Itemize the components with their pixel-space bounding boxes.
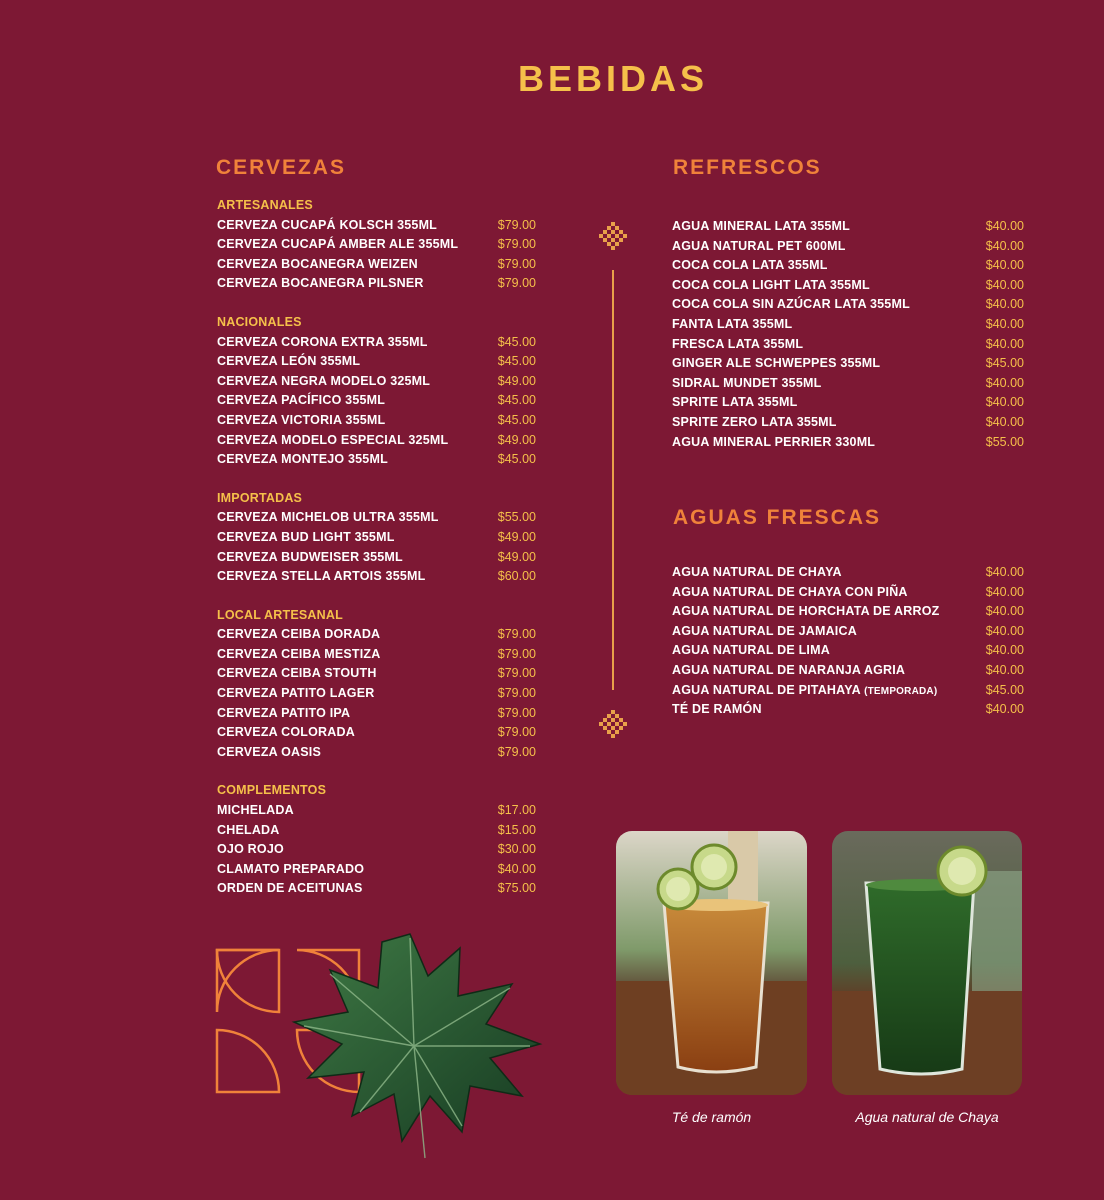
item-name-text: SPRITE ZERO LATA 355ML <box>672 414 837 429</box>
menu-item <box>217 567 536 587</box>
group-title: LOCAL ARTESANAL <box>217 607 343 622</box>
menu-item <box>672 563 1024 583</box>
item-name <box>672 393 797 413</box>
item-price: $40.00 <box>985 623 1024 638</box>
menu-item <box>217 450 536 470</box>
menu-item <box>217 528 536 548</box>
item-name-text: CERVEZA MONTEJO 355ML <box>217 452 388 467</box>
item-name <box>672 622 857 642</box>
item-price: $60.00 <box>497 569 536 584</box>
item-name-text: CLAMATO PREPARADO <box>217 861 365 876</box>
menu-item <box>217 625 536 645</box>
item-name-text: CERVEZA PATITO IPA <box>217 705 351 720</box>
item-price: $45.00 <box>497 354 536 369</box>
item-price: $45.00 <box>497 412 536 427</box>
item-price: $55.00 <box>497 510 536 525</box>
item-price: $79.00 <box>497 646 536 661</box>
item-name <box>672 433 875 453</box>
item-name <box>672 641 830 661</box>
item-name-text: AGUA MINERAL LATA 355ML <box>672 219 850 233</box>
item-price: $40.00 <box>985 414 1024 429</box>
item-name-text: CERVEZA MICHELOB ULTRA 355ML <box>217 510 439 525</box>
item-name <box>217 391 385 411</box>
item-name <box>217 801 294 821</box>
item-price: $79.00 <box>497 627 536 642</box>
item-name-text: COCA COLA LATA 355ML <box>672 258 828 273</box>
item-price: $45.00 <box>985 682 1024 697</box>
item-name <box>672 661 905 681</box>
item-name-text: CERVEZA OASIS <box>217 744 322 759</box>
item-name <box>672 295 910 315</box>
item-name <box>217 645 380 665</box>
item-name-text: SIDRAL MUNDET 355ML <box>672 375 822 390</box>
item-price: $79.00 <box>497 705 536 720</box>
item-name-text: COCA COLA SIN AZÚCAR LATA 355ML <box>672 297 910 312</box>
menu-item <box>217 431 536 451</box>
group-title: COMPLEMENTOS <box>217 783 327 798</box>
menu-item <box>217 801 536 821</box>
item-name-text: AGUA NATURAL DE CHAYA CON PIÑA <box>672 584 908 599</box>
menu-item <box>217 216 536 236</box>
item-name-text: AGUA NATURAL DE NARANJA AGRIA <box>672 662 906 677</box>
item-name-text: AGUA MINERAL PERRIER 330ML <box>672 434 876 449</box>
item-price: $49.00 <box>497 529 536 544</box>
item-name-text: FANTA LATA 355ML <box>672 316 793 331</box>
item-price: $17.00 <box>497 803 536 818</box>
item-name <box>672 681 937 701</box>
item-name-text: CERVEZA CUCAPÁ AMBER ALE 355ML <box>217 237 459 252</box>
item-name-text: COCA COLA LIGHT LATA 355ML <box>672 277 870 292</box>
item-name <box>217 879 363 899</box>
item-name <box>217 743 321 763</box>
column-divider <box>612 270 614 690</box>
item-name-text: CERVEZA CEIBA DORADA <box>217 627 381 642</box>
item-name <box>217 821 280 841</box>
item-name-text: CERVEZA BOCANEGRA PILSNER <box>217 276 424 291</box>
item-price: $40.00 <box>985 238 1024 253</box>
item-price: $49.00 <box>497 373 536 388</box>
diamond-ornament-icon <box>597 220 629 252</box>
item-name-text: SPRITE LATA 355ML <box>672 395 798 410</box>
menu-item <box>217 333 536 353</box>
menu-item <box>672 237 1024 257</box>
item-name <box>672 256 828 276</box>
item-price: $79.00 <box>497 237 536 252</box>
cervezas-title: CERVEZAS <box>216 156 346 179</box>
menu-item <box>217 411 536 431</box>
agua-de-chaya-caption: Agua natural de Chaya <box>855 1109 999 1125</box>
item-name <box>672 563 842 583</box>
item-name-text: CHELADA <box>217 822 280 837</box>
menu-item <box>217 391 536 411</box>
item-name-text: CERVEZA CEIBA STOUTH <box>217 666 377 681</box>
menu-item <box>672 433 1024 453</box>
item-name-text: MICHELADA <box>217 803 294 818</box>
item-name-text: CERVEZA CEIBA MESTIZA <box>217 646 381 661</box>
menu-group <box>217 489 536 587</box>
item-price: $15.00 <box>497 822 536 837</box>
item-name <box>672 583 908 603</box>
item-name <box>217 372 430 392</box>
menu-group <box>217 313 536 470</box>
item-name <box>672 354 880 374</box>
item-name <box>217 333 428 353</box>
diamond-ornament-icon <box>597 708 629 740</box>
item-name <box>672 237 846 257</box>
chaya-leaf-icon <box>290 926 545 1161</box>
menu-item <box>672 335 1024 355</box>
item-price: $40.00 <box>985 219 1024 233</box>
agua-de-chaya-photo <box>832 831 1022 1095</box>
item-name <box>217 411 385 431</box>
page-title: BEBIDAS <box>517 58 709 99</box>
item-price: $79.00 <box>497 276 536 291</box>
menu-item <box>217 372 536 392</box>
item-name-text: CERVEZA BOCANEGRA WEIZEN <box>217 256 418 271</box>
item-name-text: AGUA NATURAL DE CHAYA <box>672 565 842 579</box>
item-name <box>217 450 388 470</box>
item-name-text: CERVEZA MODELO ESPECIAL 325ML <box>217 432 449 447</box>
item-name <box>217 704 350 724</box>
menu-item <box>672 217 1024 237</box>
item-price: $40.00 <box>497 861 536 876</box>
menu-item <box>672 256 1024 276</box>
item-price: $40.00 <box>985 584 1024 599</box>
aguas-title: AGUAS FRESCAS <box>673 506 882 529</box>
menu-item <box>217 235 536 255</box>
item-name <box>217 255 418 275</box>
menu-item <box>217 821 536 841</box>
item-name-text: CERVEZA CORONA EXTRA 355ML <box>217 334 428 349</box>
item-name-text: AGUA NATURAL DE PITAHAYA <box>672 682 861 697</box>
item-name-text: AGUA NATURAL DE LIMA <box>672 643 830 658</box>
menu-item <box>217 860 536 880</box>
item-name-text: AGUA NATURAL PET 600ML <box>672 238 846 253</box>
menu-item <box>217 840 536 860</box>
menu-item <box>217 704 536 724</box>
item-name <box>217 625 380 645</box>
item-name-text: CERVEZA LEÓN 355ML <box>217 354 361 369</box>
item-name <box>217 352 360 372</box>
item-name <box>217 216 437 236</box>
item-name <box>217 508 439 528</box>
menu-group <box>217 196 536 294</box>
item-name-text: CERVEZA COLORADA <box>217 725 355 740</box>
item-price: $45.00 <box>497 393 536 408</box>
menu-item <box>217 508 536 528</box>
item-name-text: ORDEN DE ACEITUNAS <box>217 881 363 896</box>
menu-item <box>217 723 536 743</box>
menu-item <box>672 295 1024 315</box>
menu-item <box>217 548 536 568</box>
item-price: $79.00 <box>497 686 536 701</box>
item-name-text: CERVEZA CUCAPÁ KOLSCH 355ML <box>217 217 438 232</box>
item-price: $79.00 <box>497 217 536 232</box>
menu-item <box>672 276 1024 296</box>
item-name-text: CERVEZA STELLA ARTOIS 355ML <box>217 569 426 584</box>
menu-item <box>672 413 1024 433</box>
group-title: ARTESANALES <box>217 198 313 212</box>
item-price: $40.00 <box>985 643 1024 658</box>
group-title: IMPORTADAS <box>217 490 303 505</box>
menu-item <box>672 681 1024 701</box>
menu-item <box>217 743 536 763</box>
item-name <box>672 276 870 296</box>
item-name <box>217 567 425 587</box>
item-name-text: GINGER ALE SCHWEPPES 355ML <box>672 356 881 371</box>
menu-item <box>217 645 536 665</box>
item-name <box>672 413 837 433</box>
item-name-text: CERVEZA NEGRA MODELO 325ML <box>217 373 431 388</box>
menu-item <box>672 374 1024 394</box>
menu-item <box>217 352 536 372</box>
item-price: $45.00 <box>497 452 536 467</box>
item-name <box>217 235 458 255</box>
te-de-ramon-caption: Té de ramón <box>671 1109 752 1125</box>
item-name-text: TÉ DE RAMÓN <box>672 702 762 717</box>
item-price: $55.00 <box>985 434 1024 449</box>
menu-item <box>217 664 536 684</box>
item-name-text: CERVEZA BUDWEISER 355ML <box>217 549 403 564</box>
menu-group <box>217 606 536 763</box>
item-name <box>217 274 424 294</box>
menu-item <box>672 583 1024 603</box>
item-note: (TEMPORADA) <box>864 685 938 697</box>
item-price: $40.00 <box>985 375 1024 390</box>
aguas-list <box>672 563 1024 720</box>
item-price: $40.00 <box>985 662 1024 677</box>
item-price: $79.00 <box>497 666 536 681</box>
item-name <box>672 217 850 237</box>
item-name <box>672 374 821 394</box>
menu-item <box>217 255 536 275</box>
item-name-text: AGUA NATURAL DE JAMAICA <box>672 623 857 638</box>
menu-item <box>217 274 536 294</box>
item-price: $49.00 <box>497 549 536 564</box>
menu-item <box>217 879 536 899</box>
item-name-text: FRESCA LATA 355ML <box>672 336 804 351</box>
item-price: $40.00 <box>985 277 1024 292</box>
item-price: $40.00 <box>985 316 1024 331</box>
te-de-ramon-photo <box>616 831 807 1095</box>
item-price: $40.00 <box>985 395 1024 410</box>
menu-item <box>672 393 1024 413</box>
menu-item <box>672 622 1024 642</box>
cervezas-list <box>217 196 536 918</box>
item-price: $40.00 <box>985 702 1024 717</box>
item-name <box>217 431 448 451</box>
item-price: $79.00 <box>497 744 536 759</box>
menu-item <box>217 684 536 704</box>
item-name <box>217 840 284 860</box>
menu-item <box>672 315 1024 335</box>
item-price: $49.00 <box>497 432 536 447</box>
item-price: $75.00 <box>497 881 536 896</box>
menu-item <box>672 700 1024 720</box>
item-name-text: CERVEZA PACÍFICO 355ML <box>217 393 386 408</box>
item-price: $30.00 <box>497 842 536 857</box>
item-name <box>217 684 375 704</box>
menu-item <box>672 354 1024 374</box>
item-price: $40.00 <box>985 565 1024 579</box>
group-title: NACIONALES <box>217 314 302 329</box>
item-name <box>217 548 403 568</box>
item-name <box>672 315 792 335</box>
item-name <box>672 700 762 720</box>
item-price: $40.00 <box>985 336 1024 351</box>
item-price: $40.00 <box>985 297 1024 312</box>
item-price: $40.00 <box>985 258 1024 273</box>
item-price: $45.00 <box>497 334 536 349</box>
item-name-text: OJO ROJO <box>217 842 284 857</box>
menu-item <box>672 602 1024 622</box>
item-price: $79.00 <box>497 256 536 271</box>
item-name <box>672 335 803 355</box>
refrescos-list <box>672 217 1024 452</box>
item-name <box>217 528 395 548</box>
menu-item <box>672 661 1024 681</box>
item-name-text: CERVEZA BUD LIGHT 355ML <box>217 529 395 544</box>
item-name <box>672 602 939 622</box>
item-name-text: CERVEZA VICTORIA 355ML <box>217 412 386 427</box>
item-price: $40.00 <box>985 604 1024 619</box>
item-name <box>217 860 364 880</box>
item-price: $79.00 <box>497 725 536 740</box>
item-name-text: CERVEZA PATITO LAGER <box>217 686 375 701</box>
item-name-text: AGUA NATURAL DE HORCHATA DE ARROZ <box>672 604 940 619</box>
refrescos-title: REFRESCOS <box>673 156 822 179</box>
menu-item <box>672 641 1024 661</box>
item-price: $45.00 <box>985 356 1024 371</box>
menu-group <box>217 781 536 899</box>
item-name <box>217 723 355 743</box>
item-name <box>217 664 377 684</box>
